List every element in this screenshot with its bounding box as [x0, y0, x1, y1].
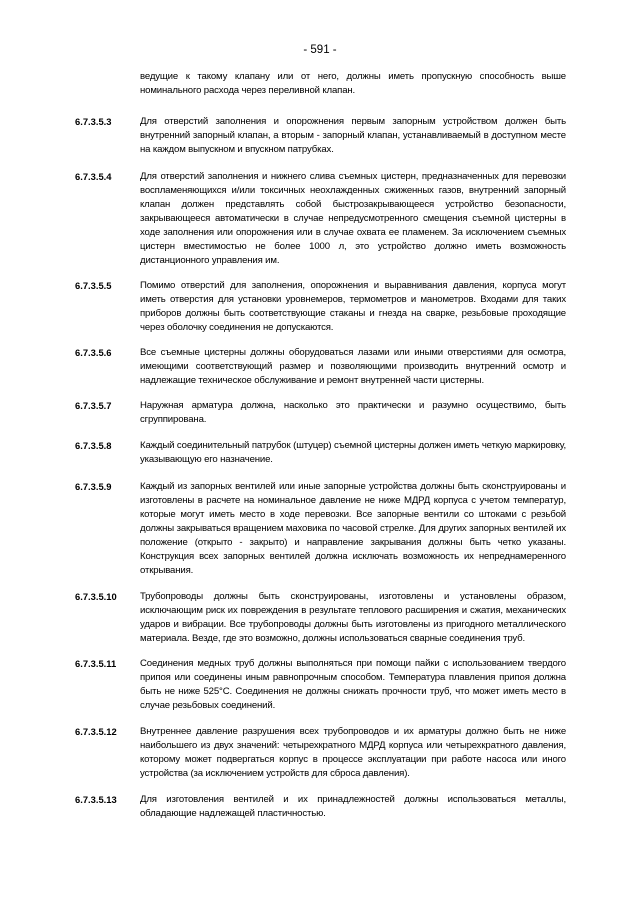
paragraph-number: 6.7.3.5.7: [75, 400, 112, 411]
paragraph-number: 6.7.3.5.10: [75, 591, 117, 602]
paragraph-text: Каждый соединительный патрубок (штуцер) съемной цистерны должен иметь четкую маркировку, указывающую его назначение.: [140, 440, 566, 465]
paragraph-text: Для изготовления вентилей и их принадлежностей должны использоваться металлы, обладающие надлежащей пластичностью.: [140, 794, 566, 819]
paragraph-6-7-3-5-3: [75, 115, 566, 157]
continued-paragraph: ведущие к такому клапану или от него, должны иметь пропускную способность выше номинального расхода через переливной клапан.: [140, 71, 566, 96]
paragraph-number: 6.7.3.5.8: [75, 440, 112, 451]
paragraph-number: 6.7.3.5.11: [75, 658, 117, 669]
paragraph-text: Трубопроводы должны быть сконструированы, изготовлены и установлены образом, исключающим риск их повреждения в результате теплового расширения и сжатия, механических ударов и вибрации. Все трубопроводы должны быть изготовлены из пригодного металлического материала. Везде, где это возможно, должны использоваться сварные соединения труб.: [140, 591, 566, 644]
paragraph-6-7-3-5-11: [75, 657, 566, 713]
paragraph-6-7-3-5-13: [75, 793, 566, 821]
paragraph-6-7-3-5-9: [75, 480, 566, 578]
paragraph-6-7-3-5-10: [75, 590, 566, 646]
paragraph-text: Соединения медных труб должны выполняться при помощи пайки с использованием твердого припоя или соединены иным равнопрочным способом. Температура плавления припоя должна быть не ниже 525°C. Соединения не должны снижать прочности труб, что может иметь место в случае резьбовых соединений.: [140, 658, 566, 711]
paragraph-number: 6.7.3.5.9: [75, 481, 112, 492]
paragraph-6-7-3-5-4: [75, 170, 566, 268]
paragraph-number: 6.7.3.5.6: [75, 347, 112, 358]
paragraph-text: Наружная арматура должна, насколько это практически и разумно осуществимо, быть сгруппирована.: [140, 400, 566, 425]
paragraph-number: 6.7.3.5.12: [75, 726, 117, 737]
paragraph-text: Помимо отверстий для заполнения, опорожнения и выравнивания давления, корпуса могут иметь отверстия для установки уровнемеров, термометров и манометров. Входами для таких приборов должны быть соответствующие стаканы и гнезда на сварке, резьбовые проходящие через оболочку соединения не допускаются.: [140, 280, 566, 333]
paragraph-6-7-3-5-7: [75, 399, 566, 427]
paragraph-text: Для отверстий заполнения и опорожнения первым запорным устройством должен быть внутренний запорный клапан, а вторым - запорный клапан, устанавливаемый в доступном месте на каждом выпускном и впускном патрубках.: [140, 116, 566, 155]
page-number: - 591 -: [303, 44, 337, 56]
paragraph-6-7-3-5-5: [75, 279, 566, 335]
paragraph-text: Все съемные цистерны должны оборудоваться лазами или иными отверстиями для осмотра, имеющими соответствующий размер и позволяющими производить внутренний осмотр и надлежащие техническое обслуживание и ремонт внутренней части цистерны.: [140, 347, 566, 386]
paragraph-number: 6.7.3.5.13: [75, 794, 117, 805]
paragraph-number: 6.7.3.5.3: [75, 116, 112, 127]
paragraph-text: Внутреннее давление разрушения всех трубопроводов и их арматуры должно быть не ниже наибольшего из двух значений: четырехкратного МДРД корпуса или четырехкратного давления, которому может подвергаться корпус в процессе эксплуатации при работе насоса или иного устройства (за исключением устройств для сброса давления).: [140, 726, 566, 779]
paragraph-number: 6.7.3.5.4: [75, 171, 112, 182]
paragraph-text: Для отверстий заполнения и нижнего слива съемных цистерн, предназначенных для перевозки воспламеняющихся и/или токсичных неохлажденных сжиженных газов, внутренний запорный клапан должен представлять собой быстрозакрывающееся устройство безопасности, закрывающееся автоматически в случае непредусмотренного смещения съемной цистерны в ходе заполнения или опорожнения или в случае охвата ее пламенем. За исключением съемных цистерн вместимостью не более 1000 л, это устройство должно иметь возможность дистанционного управления им.: [140, 171, 566, 266]
paragraph-text: Каждый из запорных вентилей или иные запорные устройства должны быть сконструированы и изготовлены в расчете на номинальное давление не ниже МДРД корпуса с учетом температур, которые могут иметь место в ходе перевозки. Все запорные вентили со штоками с резьбой должны закрываться вращением маховика по часовой стрелке. Для других запорных вентилей их положение (открыто - закрыто) и направление закрывания должны быть четко указаны. Конструкция всех запорных вентилей должна исключать возможность их непреднамеренного открывания.: [140, 481, 566, 576]
paragraph-6-7-3-5-12: [75, 725, 566, 781]
paragraph-6-7-3-5-6: [75, 346, 566, 388]
paragraph-number: 6.7.3.5.5: [75, 280, 112, 291]
paragraph-6-7-3-5-8: [75, 439, 566, 467]
